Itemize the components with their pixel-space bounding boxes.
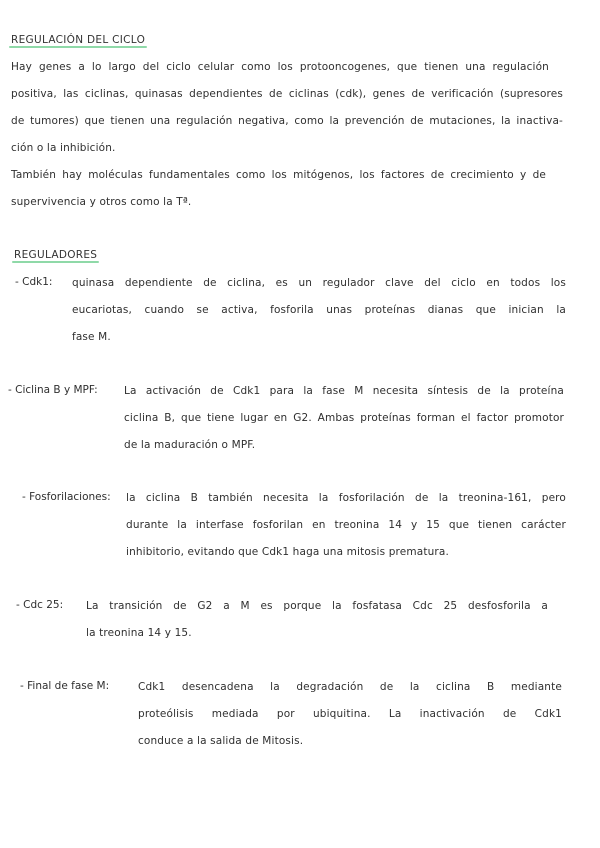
regulator-line: la ciclina B también necesita la fosforilación de la treonina-161, pero (126, 492, 566, 504)
regulator-line: La transición de G2 a M es porque la fosfatasa Cdc 25 desfosforila a (86, 600, 548, 612)
title-highlight (12, 261, 99, 263)
regulator-label: - Final de fase M: (20, 680, 110, 692)
paragraph-line: También hay moléculas fundamentales como los mitógenos, los factores de crecimiento y de (11, 169, 546, 181)
regulator-line: La activación de Cdk1 para la fase M necesita síntesis de la proteína (124, 385, 564, 397)
section-title-reguladores-text: REGULADORES (14, 249, 98, 261)
paragraph-line: Hay genes a lo largo del ciclo celular como los protooncogenes, que tienen una regulación (11, 61, 549, 73)
section-title-reguladores (14, 249, 97, 261)
regulator-line: durante la interfase fosforilan en treonina 14 y 15 que tienen carácter (126, 519, 566, 531)
title-highlight (9, 46, 147, 48)
paragraph-line: de tumores) que tienen una regulación negativa, como la prevención de mutaciones, la inactiva- (11, 115, 563, 127)
regulator-line: la treonina 14 y 15. (86, 627, 192, 639)
section-title-regulacion (11, 34, 145, 46)
regulator-line: inhibitorio, evitando que Cdk1 haga una mitosis prematura. (126, 546, 449, 558)
regulator-label: - Ciclina B y MPF: (8, 384, 98, 396)
paragraph-line: ción o la inhibición. (11, 142, 116, 154)
regulator-label: - Cdk1: (15, 276, 53, 288)
regulator-line: eucariotas, cuando se activa, fosforila unas proteínas dianas que inician la (72, 304, 566, 316)
paragraph-line: positiva, las ciclinas, quinasas dependientes de ciclinas (cdk), genes de verificación (supresores (11, 88, 563, 100)
regulator-line: conduce a la salida de Mitosis. (138, 735, 304, 747)
section-title-regulacion-text: REGULACIÓN DEL CICLO (11, 34, 146, 46)
paragraph-line: supervivencia y otros como la Tª. (11, 196, 192, 208)
regulator-label: - Cdc 25: (16, 599, 64, 611)
regulator-line: ciclina B, que tiene lugar en G2. Ambas proteínas forman el factor promotor (124, 412, 564, 424)
regulator-line: quinasa dependiente de ciclina, es un regulador clave del ciclo en todos los (72, 277, 566, 289)
regulator-line: Cdk1 desencadena la degradación de la ciclina B mediante (138, 681, 562, 693)
regulator-label: - Fosforilaciones: (22, 491, 111, 503)
regulator-line: fase M. (72, 331, 111, 343)
regulator-line: proteólisis mediada por ubiquitina. La inactivación de Cdk1 (138, 708, 562, 720)
regulator-line: de la maduración o MPF. (124, 439, 256, 451)
